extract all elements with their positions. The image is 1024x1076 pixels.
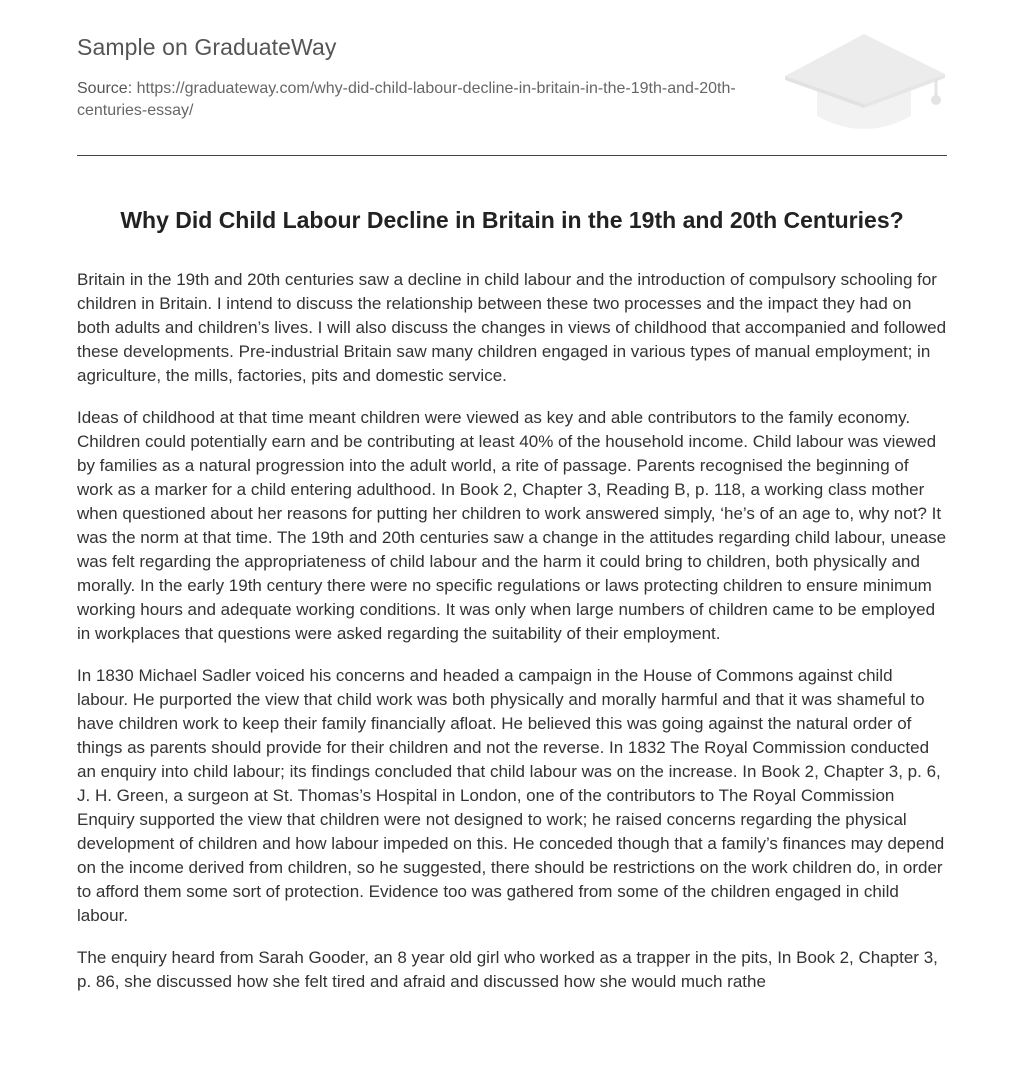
source-label: Source:: [77, 80, 133, 97]
essay-paragraph: Britain in the 19th and 20th centuries saw a decline in child labour and the introduction of compulsory schooling for children in Britain. I intend to discuss the relationship between these two processes and the impact they had on both adults and children’s lives. I will also discuss the changes in views of childhood that accompanied and followed these developments. Pre-industrial Britain saw many children engaged in various types of manual employment; in agriculture, the mills, factories, pits and domestic service.: [77, 270, 947, 385]
page-header: [77, 28, 947, 156]
essay-body: [77, 268, 947, 1012]
essay-paragraph: In 1830 Michael Sadler voiced his concerns and headed a campaign in the House of Commons against child labour. He purported the view that child work was both physically and morally harmful and that it was shameful to have children work to keep their family financially afloat. He believed this was going against the natural order of things as parents should provide for their children and not the reverse. In 1832 The Royal Commission conducted an enquiry into child labour; its findings concluded that child labour was on the increase. In Book 2, Chapter 3, p. 6, J. H. Green, a surgeon at St. Thomas’s Hospital in London, one of the contributors to The Royal Commission Enquiry supported the view that children were not designed to work; he raised concerns regarding the physical development of children and how labour impeded on this. He conceded though that a family’s finances may depend on the income derived from children, so he suggested, there should be restrictions on the work children do, in order to afford them some sort of protection. Evidence too was gathered from some of the children engaged in child labour.: [77, 666, 945, 925]
source-link[interactable]: https://graduateway.com/why-did-child-labour-decline-in-britain-in-the-19th-and-20th-centuries-essay/: [77, 80, 736, 119]
source-line: [77, 78, 777, 122]
graduation-cap-icon: [781, 30, 947, 134]
site-title: Sample on GraduateWay: [77, 34, 337, 60]
essay-paragraph: The enquiry heard from Sarah Gooder, an 8 year old girl who worked as a trapper in the pits, In Book 2, Chapter 3, p. 86, she discussed how she felt tired and afraid and discussed how she would much rathe: [77, 948, 938, 991]
essay-paragraph: Ideas of childhood at that time meant children were viewed as key and able contributors to the family economy. Children could potentially earn and be contributing at least 40% of the household income. Child labour was viewed by families as a natural progression into the adult world, a rite of passage. Parents recognised the beginning of work as a marker for a child entering adulthood. In Book 2, Chapter 3, Reading B, p. 118, a working class mother when questioned about her reasons for putting her children to work answered simply, ‘he’s of an age to, why not? It was the norm at that time. The 19th and 20th centuries saw a change in the attitudes regarding child labour, unease was felt regarding the appropriateness of child labour and the harm it could bring to children, both physically and morally. In the early 19th century there were no specific regulations or laws protecting children to ensure minimum working hours and adequate working conditions. It was only when large numbers of children came to be employed in workplaces that questions were asked regarding the suitability of their employment.: [77, 408, 947, 643]
header-divider: [77, 155, 947, 156]
essay-title: Why Did Child Labour Decline in Britain in the 19th and 20th Centuries?: [120, 207, 904, 233]
